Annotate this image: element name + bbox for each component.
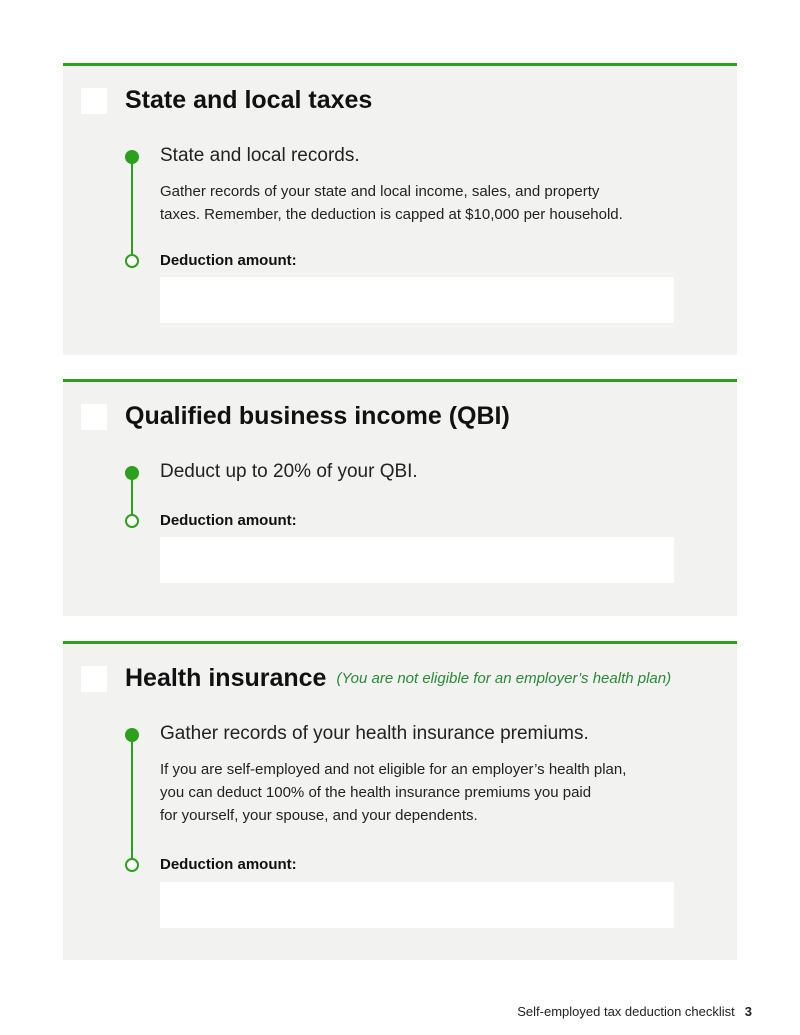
timeline-line bbox=[131, 737, 133, 867]
footer-title: Self-employed tax deduction checklist bbox=[517, 1004, 735, 1019]
deduction-amount-input[interactable] bbox=[160, 882, 674, 928]
section-title-text: Qualified business income (QBI) bbox=[125, 402, 510, 430]
section-title-text: Health insurance bbox=[125, 664, 327, 692]
timeline-dot-open-icon bbox=[125, 514, 139, 528]
timeline-line bbox=[131, 159, 133, 259]
description-line: If you are self-employed and not eligible for an employer’s health plan, bbox=[160, 761, 627, 778]
timeline-dot-open-icon bbox=[125, 858, 139, 872]
section-title bbox=[125, 662, 671, 695]
deduction-amount-label: Deduction amount: bbox=[160, 252, 297, 269]
item-description bbox=[160, 758, 700, 827]
timeline-dot-open-icon bbox=[125, 254, 139, 268]
section-checkbox[interactable] bbox=[81, 404, 107, 430]
item-heading: Gather records of your health insurance premiums. bbox=[160, 723, 589, 744]
deduction-amount-input[interactable] bbox=[160, 277, 674, 323]
item-heading: State and local records. bbox=[160, 145, 360, 166]
description-line: for yourself, your spouse, and your dependents. bbox=[160, 807, 478, 824]
timeline-dot-filled-icon bbox=[125, 466, 139, 480]
deduction-amount-input[interactable] bbox=[160, 537, 674, 583]
item-description bbox=[160, 180, 700, 226]
description-line: you can deduct 100% of the health insurance premiums you paid bbox=[160, 784, 592, 801]
section-checkbox[interactable] bbox=[81, 666, 107, 692]
section-health-insurance bbox=[63, 641, 737, 960]
page-number: 3 bbox=[744, 1004, 752, 1019]
timeline-dot-filled-icon bbox=[125, 728, 139, 742]
section-qualified-business-income bbox=[63, 379, 737, 616]
page-footer bbox=[517, 1003, 752, 1021]
section-title-text: State and local taxes bbox=[125, 86, 373, 114]
section-title bbox=[125, 400, 510, 432]
deduction-amount-label: Deduction amount: bbox=[160, 512, 297, 529]
section-title bbox=[125, 84, 372, 116]
section-checkbox[interactable] bbox=[81, 88, 107, 114]
item-heading: Deduct up to 20% of your QBI. bbox=[160, 461, 418, 482]
description-line: taxes. Remember, the deduction is capped at $10,000 per household. bbox=[160, 206, 623, 223]
deduction-amount-label: Deduction amount: bbox=[160, 856, 297, 873]
section-state-local-taxes bbox=[63, 63, 737, 355]
timeline-dot-filled-icon bbox=[125, 150, 139, 164]
description-line: Gather records of your state and local income, sales, and property bbox=[160, 183, 600, 200]
section-title-note: (You are not eligible for an employer’s health plan) bbox=[336, 670, 672, 687]
